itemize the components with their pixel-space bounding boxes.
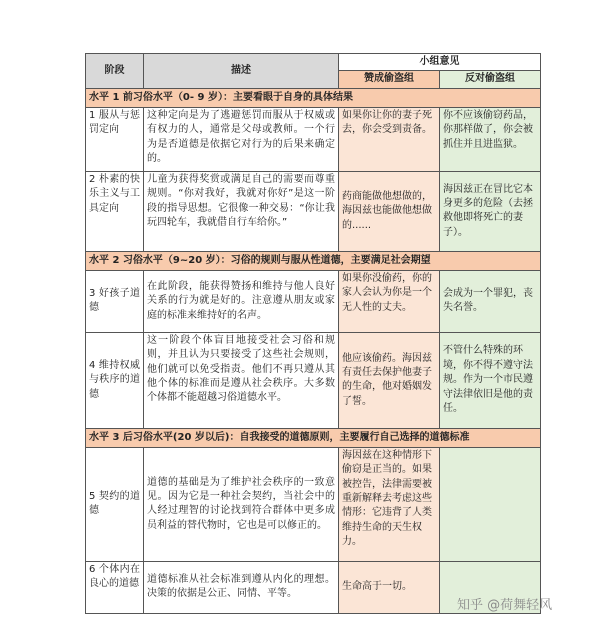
stage-name: 6 个体内在良心的道德 (86, 561, 144, 613)
header-stage: 阶段 (86, 54, 144, 89)
stage-description: 在此阶段，能获得赞扬和维持与他人良好关系的行为就是好的。注意遵从朋友或家庭的标准来维持好的名声。 (144, 270, 339, 332)
header-group-opinion: 小组意见 (339, 54, 541, 71)
oppose-opinion: 会成为一个罪犯，丧失名誉。 (440, 270, 541, 332)
table-row (86, 447, 541, 561)
stage-description: 道德标准从社会标准到遵从内化的理想。决策的依据是公正、同情、平等。 (144, 561, 339, 613)
table-row (86, 332, 541, 428)
oppose-opinion: 你不应该偷窃药品，你那样做了，你会被抓住并且进监狱。 (440, 107, 541, 171)
support-opinion: 如果你让你的妻子死去，你会受到责备。 (339, 107, 440, 171)
stage-description: 儿童为获得奖赏或满足自己的需要而尊重规则。“你对我好，我就对你好”是这一阶段的指导思想。它很像一种交易：“你让我玩四轮车，我就借自行车给你。” (144, 171, 339, 251)
header-description: 描述 (144, 54, 339, 89)
kohlberg-table-container (85, 53, 540, 614)
table-row (86, 171, 541, 251)
level-title: 水平 2 习俗水平（9~20 岁）：习俗的规则与服从性道德，主要满足社会期望 (86, 251, 541, 270)
stage-name: 5 契约的道德 (86, 447, 144, 561)
watermark: 知乎 @荷舞轻风 (457, 598, 553, 613)
level-title: 水平 1 前习俗水平（0- 9 岁）：主要看眼于自身的具体结果 (86, 88, 541, 107)
stage-name: 1 服从与惩罚定向 (86, 107, 144, 171)
support-opinion: 生命高于一切。 (339, 561, 440, 613)
header-support-group: 赞成偷盗组 (339, 71, 440, 88)
support-opinion: 如果你没偷药，你的家人会认为你是一个无人性的丈夫。 (339, 270, 440, 332)
level-title: 水平 3 后习俗水平(20 岁以后)：自我接受的道德原则，主要履行自己选择的道德标准 (86, 428, 541, 447)
oppose-opinion (440, 447, 541, 561)
stage-name: 2 朴素的快乐主义与工具定向 (86, 171, 144, 251)
support-opinion: 他应该偷药。海因兹有责任去保护他妻子的生命，他对婚姻发了誓。 (339, 332, 440, 428)
stage-description: 这种定向是为了逃避惩罚而服从于权威或有权力的人，通常是父母或教师。一个行为是否道德是依据它对行为的后果来确定的。 (144, 107, 339, 171)
level-row (86, 251, 541, 270)
level-row (86, 88, 541, 107)
support-opinion: 海因兹在这种情形下偷窃是正当的。如果被控告，法律需要被重新解释去考虑这些情形：它违背了人类维持生命的天生权力。 (339, 447, 440, 561)
stage-name: 3 好孩子道德 (86, 270, 144, 332)
support-opinion: 药商能做他想做的，海因兹也能做他想做的...... (339, 171, 440, 251)
table-row (86, 107, 541, 171)
oppose-opinion: 海因兹正在冒比它本身更多的危险（去拯救他即将死亡的妻子）。 (440, 171, 541, 251)
stage-description: 道德的基础是为了维护社会秩序的一致意见。因为它是一种社会契约，当社会中的人经过理智的讨论找到符合群体中更多成员利益的替代物时，它也是可以修正的。 (144, 447, 339, 561)
stage-name: 4 维持权威与秩序的道德 (86, 332, 144, 428)
header-oppose-group: 反对偷盗组 (440, 71, 541, 88)
oppose-opinion: 不管什么特殊的环境，你不得不遵守法规。作为一个市民遵守法律依旧是他的责任。 (440, 332, 541, 428)
moral-development-table (85, 53, 541, 614)
level-row (86, 428, 541, 447)
table-row (86, 270, 541, 332)
stage-description: 这一阶段个体盲目地接受社会习俗和规则，并且认为只要接受了这些社会规则，他们就可以免受指责。他们不再只遵从其他个体的标准而是遵从社会秩序。大多数个体都不能超越习俗道德水平。 (144, 332, 339, 428)
